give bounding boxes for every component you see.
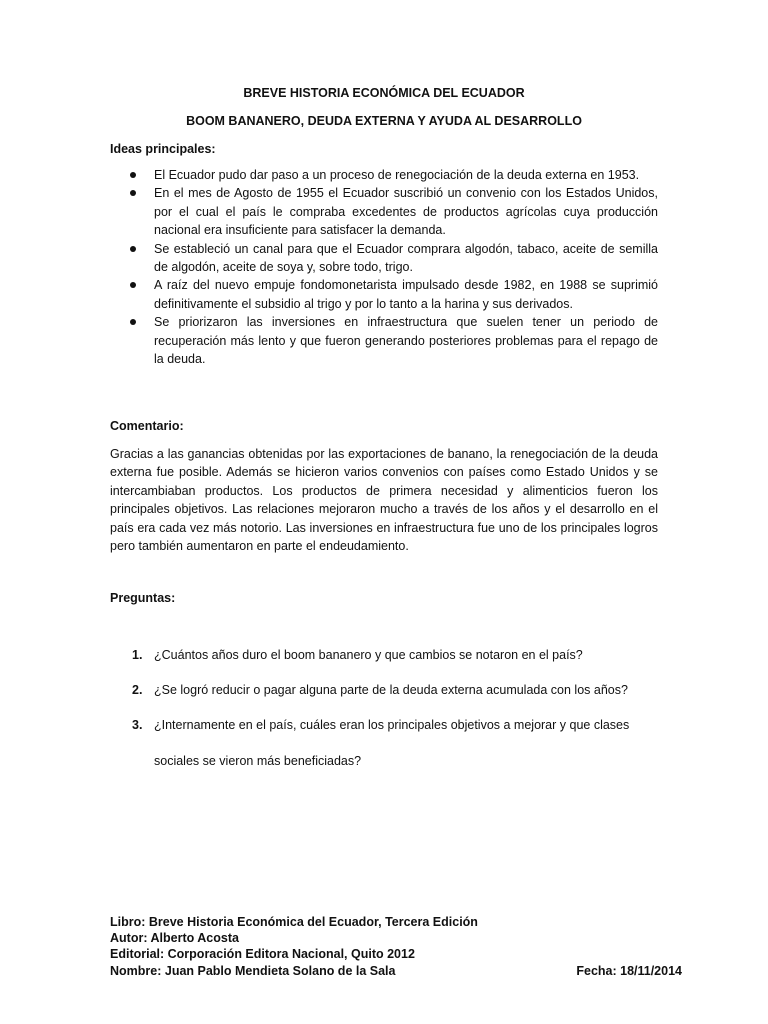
footer-publisher: Editorial: Corporación Editora Nacional, Quito 2012	[110, 947, 415, 962]
list-item-text: En el mes de Agosto de 1955 el Ecuador suscribió un convenio con los Estados Unidos, por el cual el país le compraba excedentes de productos agrícolas cuya producción nacional era insuficiente para satisfacer la demanda.	[154, 186, 658, 238]
comment-paragraph: Gracias a las ganancias obtenidas por las exportaciones de banano, la renegociación de la deuda externa fue posible. Además se hicieron varios convenios con países como Estado Unidos y se intercambiaban productos. Los productos de primera necesidad y alimenticios fueron los principales objetivos. Las relaciones mejoraron mucho a través de los años y el desarrollo en el país era cada vez más notorio. Las inversiones en infraestructura fue uno de los principales logros pero también aumentaron en parte el endeudamiento.	[110, 447, 658, 554]
comment-heading: Comentario:	[110, 419, 184, 433]
questions-heading: Preguntas:	[110, 591, 176, 605]
document-subtitle: BOOM BANANERO, DEUDA EXTERNA Y AYUDA AL DESARROLLO	[186, 114, 582, 128]
list-item-text: El Ecuador pudo dar paso a un proceso de renegociación de la deuda externa en 1953.	[154, 168, 640, 182]
questions-list	[110, 646, 658, 796]
ideas-heading: Ideas principales:	[110, 142, 216, 156]
question-text: ¿Cuántos años duro el boom bananero y que cambios se notaron en el país?	[154, 648, 583, 662]
question-text: ¿Se logró reducir o pagar alguna parte de la deuda externa acumulada con los años?	[154, 683, 628, 697]
bullet-icon	[130, 246, 136, 252]
document-page	[110, 0, 682, 1024]
list-item	[110, 166, 658, 184]
footer-author: Autor: Alberto Acosta	[110, 931, 239, 946]
footer-book: Libro: Breve Historia Económica del Ecuador, Tercera Edición	[110, 915, 478, 929]
ideas-list	[110, 166, 658, 368]
list-item	[110, 276, 658, 313]
document-title: BREVE HISTORIA ECONÓMICA DEL ECUADOR	[243, 86, 525, 100]
list-item-text: Se priorizaron las inversiones en infraestructura que suelen tener un periodo de recuperación más lento y que fueron generando posteriores problemas para el repago de la deuda.	[154, 315, 658, 367]
question-number: 1.	[132, 648, 143, 662]
list-item-text: A raíz del nuevo empuje fondomonetarista impulsado desde 1982, en 1988 se suprimió definitivamente el subsidio al trigo y por lo tanto a la harina y sus derivados.	[154, 278, 658, 311]
bullet-icon	[130, 319, 136, 325]
list-item-text: Se estableció un canal para que el Ecuador comprara algodón, tabaco, aceite de semilla de algodón, aceite de soya y, sobre todo, trigo.	[154, 241, 658, 275]
bullet-icon	[130, 282, 136, 288]
bullet-icon	[130, 190, 136, 196]
question-item	[110, 681, 658, 699]
footer-date: Fecha: 18/11/2014	[576, 963, 682, 978]
question-item	[110, 707, 658, 779]
footer-name-row	[110, 963, 682, 979]
question-number: 2.	[132, 683, 143, 697]
question-number: 3.	[132, 718, 143, 732]
footer-name: Nombre: Juan Pablo Mendieta Solano de la Sala	[110, 963, 396, 978]
question-item	[110, 646, 658, 664]
question-text: ¿Internamente en el país, cuáles eran los principales objetivos a mejorar y que clases sociales se vieron más beneficiadas?	[154, 718, 630, 768]
list-item	[110, 184, 658, 239]
list-item	[110, 313, 658, 368]
document-footer	[110, 914, 682, 979]
list-item	[110, 240, 658, 277]
bullet-icon	[130, 172, 136, 178]
